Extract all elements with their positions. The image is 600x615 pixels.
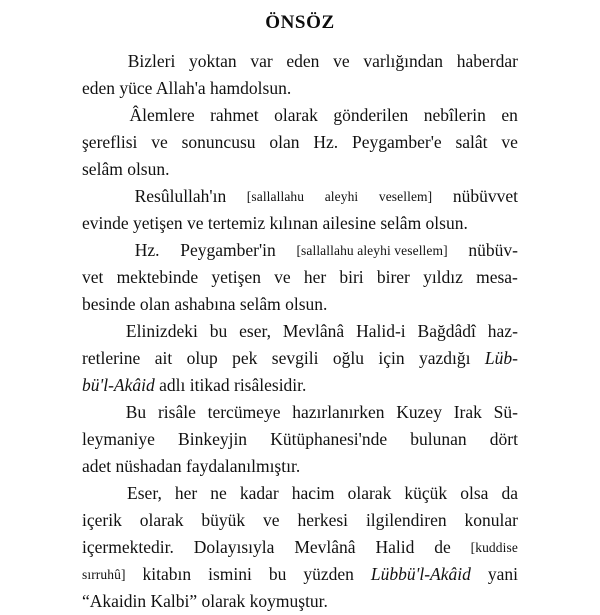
italic-title-text: Lübbü'l-Akâid (370, 564, 471, 584)
honorific-text: vesellem] (378, 189, 433, 204)
text-line (82, 102, 518, 129)
word: içerik (82, 510, 122, 530)
word: bu (268, 564, 287, 584)
word: Halid-i (356, 321, 406, 341)
page-title: ÖNSÖZ (265, 12, 335, 33)
word: ve (151, 132, 168, 152)
word: nübüvvet (452, 186, 518, 206)
word: en (501, 105, 518, 125)
text-line (82, 264, 518, 291)
word: risâle (157, 402, 196, 422)
paragraph (82, 399, 518, 480)
word: yetişen (211, 267, 261, 287)
first-line-indent (82, 102, 114, 129)
text-line: evinde yetişen ve tertemiz kılınan ailesine selâm olsun. (82, 213, 468, 233)
word: mektebinde (116, 267, 199, 287)
word: sevgili (271, 348, 319, 368)
text-line: selâm olsun. (82, 159, 170, 179)
word: retlerine (82, 348, 141, 368)
word: ve (333, 51, 350, 71)
paragraph (82, 102, 518, 183)
honorific-text: [sallallahu (246, 189, 305, 204)
first-line-indent (82, 183, 114, 210)
word: Âlemlere (129, 105, 195, 125)
word: mesa- (476, 267, 518, 287)
word: olarak (139, 510, 184, 530)
word: olan (269, 132, 300, 152)
word: nebîlerin (423, 105, 486, 125)
word: olarak (347, 483, 392, 503)
word: ne (210, 483, 227, 503)
text-line (82, 561, 518, 588)
word: Binkeyjin (178, 429, 248, 449)
word: birer (376, 267, 410, 287)
word: olsa (460, 483, 489, 503)
text-line: “Akaidin Kalbi” olarak koymuştur. (82, 591, 328, 611)
word: yüzden (303, 564, 354, 584)
word: herkesi (297, 510, 349, 530)
word: leymaniye (82, 429, 155, 449)
paragraph (82, 237, 518, 318)
paragraph (82, 183, 518, 237)
word: şereflisi (82, 132, 138, 152)
word: kitabın (142, 564, 192, 584)
word: haberdar (456, 51, 518, 71)
word: da (501, 483, 518, 503)
word: Bağdâdî (417, 321, 476, 341)
word: olup (186, 348, 218, 368)
word: tercümeye (207, 402, 281, 422)
word: Mevlânâ (294, 537, 356, 557)
word: kadar (239, 483, 279, 503)
first-line-indent (82, 480, 114, 507)
word: nübüv- (468, 240, 518, 260)
word: rahmet (210, 105, 259, 125)
word: eser, (239, 321, 272, 341)
word: de (434, 537, 451, 557)
word: Dolayısıyla (193, 537, 275, 557)
first-line-indent (82, 237, 114, 264)
text-line (82, 129, 518, 156)
word: ait (154, 348, 173, 368)
word: olarak (274, 105, 318, 125)
text-run: adlı itikad risâlesidir. (154, 375, 307, 395)
word: gönderilen (333, 105, 409, 125)
word: bulunan (410, 429, 467, 449)
word: Kuzey (396, 402, 442, 422)
text-line (82, 183, 518, 210)
word: ismini (208, 564, 252, 584)
word: büyük (201, 510, 246, 530)
word: vet (82, 267, 104, 287)
word: ve (263, 510, 280, 530)
text-line (82, 480, 518, 507)
word: hazırlanırken (292, 402, 385, 422)
text-line (82, 372, 518, 399)
word: var (250, 51, 273, 71)
paragraph (82, 318, 518, 399)
text-line (82, 237, 518, 264)
body-text (82, 48, 518, 615)
text-line (82, 426, 518, 453)
word: yani (487, 564, 518, 584)
word: Peygamber'e (351, 132, 442, 152)
word: Bu (125, 402, 147, 422)
word: her (303, 267, 327, 287)
word: ve (501, 132, 518, 152)
text-line: eden yüce Allah'a hamdolsun. (82, 78, 292, 98)
honorific-text: aleyhi (324, 189, 359, 204)
text-line (82, 345, 518, 372)
word: Kütüphanesi'nde (270, 429, 388, 449)
word: Irak (453, 402, 482, 422)
text-line (82, 318, 518, 345)
word: bu (209, 321, 228, 341)
text-line (82, 534, 518, 561)
word: konular (464, 510, 518, 530)
word: içermektedir. (82, 537, 174, 557)
italic-title-text: bü'l-Akâid (82, 375, 155, 395)
word: Elinizdeki (125, 321, 198, 341)
first-line-indent (82, 399, 114, 426)
first-line-indent (82, 318, 114, 345)
word: Hz. (313, 132, 339, 152)
word: hacim (291, 483, 335, 503)
word: yıldız (423, 267, 463, 287)
honorific-text: [kuddise (470, 540, 518, 555)
italic-title-text: Lüb- (484, 348, 518, 368)
word: Peygamber'in (180, 240, 276, 260)
word: Halid (375, 537, 415, 557)
word: yazdığı (418, 348, 471, 368)
honorific-text: sırruhû] (82, 567, 126, 582)
word: Bizleri (127, 51, 176, 71)
word: yoktan (189, 51, 237, 71)
word: her (174, 483, 198, 503)
word: Eser, (127, 483, 162, 503)
text-line (82, 507, 518, 534)
first-line-indent (82, 48, 114, 75)
word: dört (489, 429, 518, 449)
word: küçük (404, 483, 448, 503)
word: ve (274, 267, 291, 287)
word: ilgilendiren (365, 510, 447, 530)
word: için (378, 348, 405, 368)
text-line: adet nüshadan faydalanılmıştır. (82, 456, 301, 476)
word: varlığından (363, 51, 444, 71)
word: Mevlânâ (282, 321, 345, 341)
text-line: besinde olan ashabına selâm olsun. (82, 294, 328, 314)
text-line (82, 48, 518, 75)
paragraph (82, 480, 518, 615)
word: biri (339, 267, 364, 287)
word: salât (455, 132, 488, 152)
word: Sü- (493, 402, 518, 422)
paragraph (82, 48, 518, 102)
word: haz- (487, 321, 518, 341)
word: oğlu (332, 348, 364, 368)
honorific-text: [sallallahu aleyhi vesellem] (296, 243, 448, 258)
text-line (82, 399, 518, 426)
word: Resûlullah'ın (134, 186, 227, 206)
word: eden (286, 51, 320, 71)
word: Hz. (134, 240, 160, 260)
word: sonuncusu (181, 132, 256, 152)
word: pek (232, 348, 258, 368)
